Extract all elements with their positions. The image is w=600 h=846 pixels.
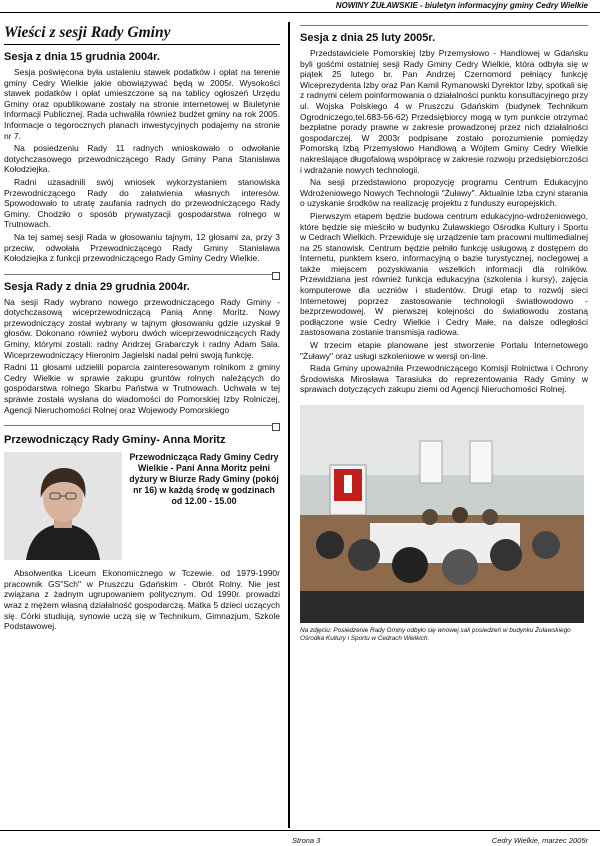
paragraph: Na tej samej sesji Rada w głosowaniu tajnym, 12 głosami za, przy 3 przeciw, odwołała Przewodniczącego Rady Gminy Stanisława Kołodziejka z funkcji przewodniczącego Rady Gminy Cedry Wielkie. — [4, 231, 280, 264]
session-feb25-title: Sesja z dnia 25 luty 2005r. — [300, 32, 436, 44]
chair-portrait — [4, 452, 122, 560]
top-rule — [300, 25, 588, 26]
section-divider — [4, 274, 280, 275]
portrait-image — [4, 452, 122, 560]
paragraph: Radni 11 głosami udzielili poparcia zainteresowanym rolnikom z gminy Cedry Wielkie w sprawie zakupu gruntów rolnych należących do gospodarstwa rolnego Skarbu Państwa w Trutnowach. Uchwała w tej sprawie została wysłana do wiadomości do Pomorskiej Izby Rolniczej, Agencji Nieruchomości Rolnej oraz Wojewody Pomorskiego — [4, 362, 280, 415]
session-feb25-body — [300, 48, 588, 395]
paragraph: Rada Gminy upoważniła Przewodniczącego Komisji Rolnictwa i Ochrony Środowiska Mirosława Tarasiuka do reprezentowania Rady Gminy w sprawach dotyczących zakupu ziemi od Agencji Nieruchomości Rolnej. — [300, 363, 588, 395]
section-masthead: Wieści z sesji Rady Gminy — [4, 18, 280, 45]
photo-caption: Na zdjęciu: Posiedzenie Rady Gminy odbyło się wnowej sali posiedzeń w budynku Żuławskiego Ośrodka Kultury i Sportu w Cedrach Wielkich. — [300, 627, 571, 642]
paragraph: Przedstawiciele Pomorskiej Izby Przemysłowo - Handlowej w Gdańsku byli gośćmi ostatniej sesji Rady Gminy Cedry Wielkie, która odbyła się w piątek 25 lutego br. Pan Andrzej Czernomord pełniący funkcję Wiceprezydenta Izby oraz Pan Kamil Rymanowski Dyrektor Izby, spotkali się z radnymi celem poinformowania o działalności punktu konsultacyjnego przy ul. Wojska Polskiego 4 w Pruszczu Gdańskim (budynek Technikum Ogrodniczego,tel.683-56-62) Przedsiębiorcy mogą w tym punkcie otrzymać bezpłatne porady prawne w zakresie prowadzonej przez nich działalności gospodarczej. W 2003r podpisane zostało porozumienie pomiędzy Pomorską Izbą Przemysłowo Handlową a Wójtem Gminy Cedry Wielkie nakreślające długofalową współpracę w zakresie rozwoju przedsiębiorczości i wdrażanie nowych technologii. — [300, 48, 588, 175]
page-header — [0, 0, 600, 14]
paragraph: Na posiedzeniu Rady 11 radnych wnioskowało o odwołanie dotychczasowego przewodniczącego Rady Gminy Pana Stanisława Kołodziejka. — [4, 143, 280, 175]
duty-hours-text: Przewodnicząca Rady Gminy Cedry Wielkie - Pani Anna Moritz pełni dyżury w Biurze Rady Gminy (pokój nr 16) w każdą środę w godzinach od 12.00 - 15.00 — [129, 452, 279, 507]
left-column — [4, 18, 280, 634]
chair-bio — [4, 568, 280, 632]
chair-box — [4, 452, 280, 560]
end-square-icon — [272, 272, 280, 280]
session-dec29-body — [4, 297, 280, 416]
chair-title: Przewodniczący Rady Gminy- Anna Moritz — [4, 434, 226, 447]
session-dec15-body — [4, 67, 280, 264]
header-rule — [0, 12, 600, 13]
paragraph: W trzecim etapie planowane jest stworzenie Portalu Internetowego "Żuławy" oraz usługi szkoleniowe w wersji on-line. — [300, 340, 588, 361]
paragraph: Na sesji Rady wybrano nowego przewodniczącego Rady Gminy - dotychczasową wiceprzewodniczącą Panią Annę Moritz. Nowy przewodniczący został wybrany w tajnym głosowaniu gdzie uzyskał 9 głosów. Dokonano również wyboru dwóch wiceprzewodniczących Rady Gminy, którymi zostali: radny Andrzej Grabarczyk i radny Adam Sala. Wiceprzewodniczący Hieronim Jagielski nadal pełni swoją funkcję. — [4, 296, 280, 360]
page-number: Strona 3 — [292, 836, 321, 845]
end-square-icon — [272, 423, 280, 431]
paragraph: Na sesji przedstawiono propozycję programu Centrum Edukacyjno Wdrożeniowego Nowych Technologii "Żuławy". Aktualnie Izba czyni starania o uzyskanie środków na realizację projektu z funduszy europejskich. — [300, 177, 588, 209]
column-divider — [288, 22, 290, 828]
issue-date: Cedry Wielkie, marzec 2005r — [491, 836, 588, 845]
paragraph: Absolwentka Liceum Ekonomicznego w Tczewie. od 1979-1990r pracownik GS"Sch" w Pruszczu Gdańskim - Obrót Rolny. Nie jest związana z żadnym ugrupowaniem politycznym. Od 1990r. prowadzi wraz z mężem własną działalność gospodarczą. Matka 5 dzieci uczących się. Córki studiują, synowie uczą się w Technikum, Gimnazjum, Szkole Podstawowej. — [4, 568, 280, 632]
footer-rule — [0, 830, 600, 831]
session-photo — [300, 405, 584, 623]
meeting-photo-image — [300, 405, 584, 623]
right-column — [300, 18, 588, 643]
session-dec15-title: Sesja z dnia 15 grudnia 2004r. — [4, 51, 160, 63]
paragraph: Radni uzasadnili swój wniosek wykorzystaniem stanowiska Przewodniczącego Rady do załatwienia własnych interesów. Spowodowało to utratę zaufania radnych do przewodniczącego Rady Gminy. Chodziło o sposób prywatyzacji gospodarstwa rolnego w Trutnowach. — [4, 176, 280, 230]
paragraph: Sesja poświęcona była ustaleniu stawek podatków i opłat na terenie gminy Cedry Wielkie jakie obowiązywać będą w 2005r. Wysokości stawek podatków i opłat umieszczone są na tablicy ogłoszeń Urzędu Gminy oraz opublikowane zostały na stronie internetowej w Biuletynie Informacji Publicznej. Rada uchwaliła również budżet gminy na rok 2005. Informacje o tegorocznych planach inwestycyjnych podajemy na stronie nr 7. — [4, 67, 280, 141]
bulletin-title: NOWINY ŻUŁAWSKIE - biuletyn informacyjny gminy Cedry Wielkie — [335, 1, 588, 10]
section-divider — [4, 425, 280, 426]
session-dec29-title: Sesja Rady z dnia 29 grudnia 2004r. — [4, 280, 190, 293]
paragraph: Pierwszym etapem będzie budowa centrum edukacyjno-wdrożeniowego, które będzie się mieściło w budynku Żuławskiego Ośrodka Kultury i Sportu w Cedrach Wielkich. Przewiduje się urządzenie tam pracowni multimedialnej na 25 stanowisk. Centrum będzie pełniło funkcję usługową z dostępem do Internetu, punktem ksero, informacyjną o bazie turystycznej, noclegowej a także miejscem pozyskiwania wszelkich informacji dla rolników. Przewidziana jest również funkcja edukacyjna (szkolenia i kursy), zajęcia komputerowe dla uczniów i studentów. Drugi etap to rozwój sieci Internetowej poprzez zastosowanie technologii światłowodowo - bezprzewodowej. W pierwszej kolejności do światłowodu zostaną podłączone wsie Cedry Wielkie i Cedry Małe, na dalsze odległości zastosowana zostanie transmisja radiowa. — [300, 210, 588, 338]
